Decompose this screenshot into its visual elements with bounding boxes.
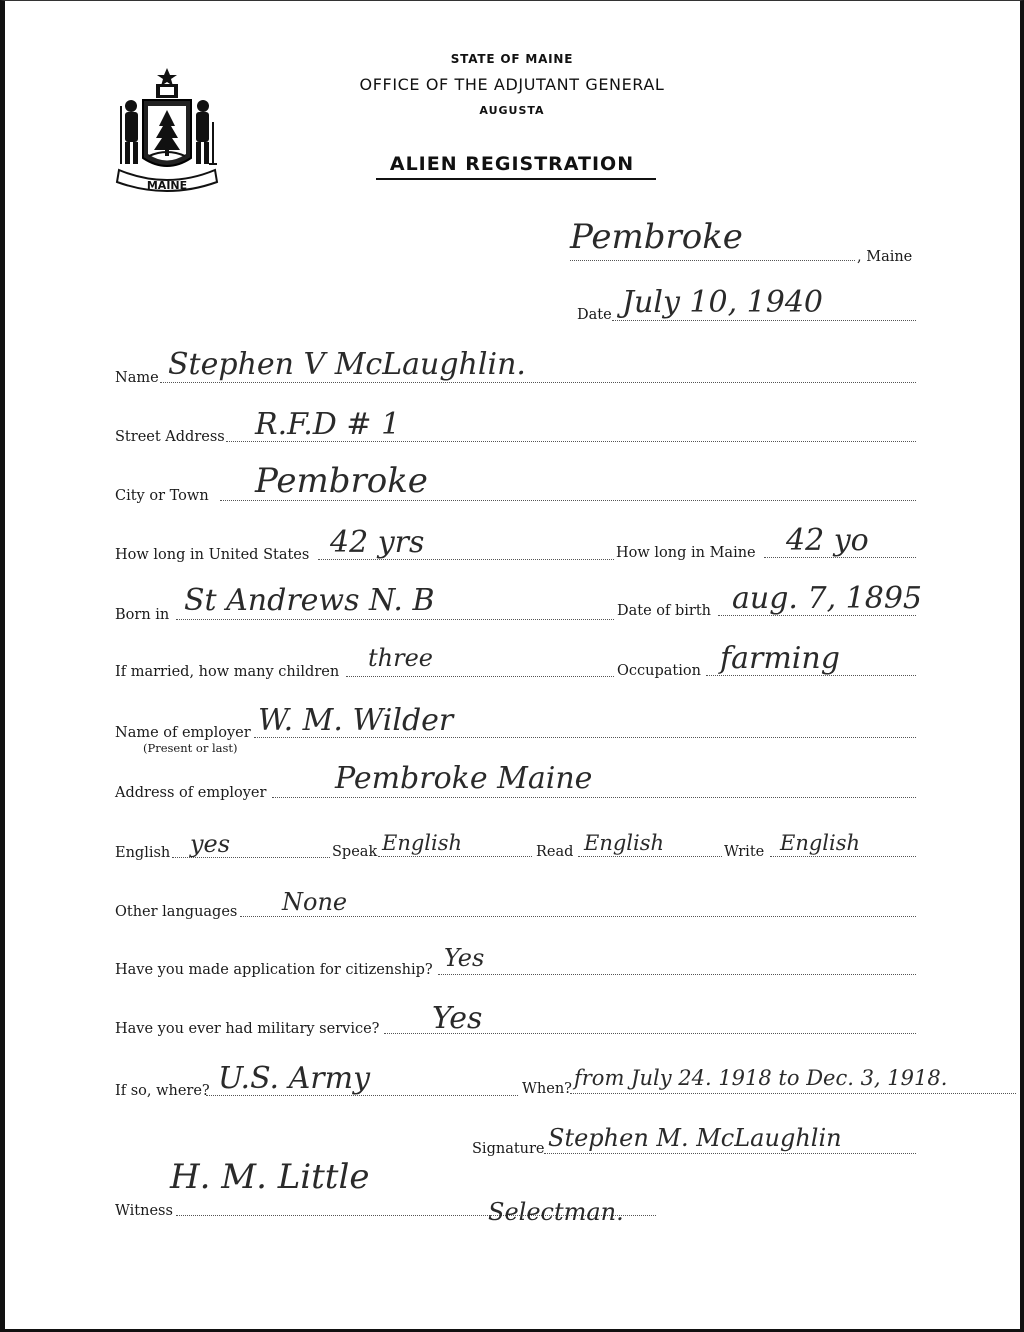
- when-value: from July 24. 1918 to Dec. 3, 1918.: [574, 1066, 948, 1090]
- maine-years-label: How long in Maine: [616, 545, 756, 561]
- office-heading: OFFICE OF THE ADJUTANT GENERAL: [359, 75, 665, 94]
- born-label: Born in: [115, 607, 170, 623]
- occupation-label: Occupation: [617, 663, 701, 679]
- signature-value: Stephen M. McLaughlin: [548, 1124, 842, 1152]
- dob-value: aug. 7, 1895: [732, 581, 922, 616]
- english-value: yes: [190, 830, 231, 858]
- date-label: Date: [577, 307, 612, 323]
- read-line: [578, 856, 722, 857]
- citizenship-value: Yes: [444, 944, 485, 972]
- write-value: English: [780, 831, 861, 855]
- where-value: U.S. Army: [218, 1061, 371, 1096]
- employer-label: Name of employer: [115, 725, 251, 741]
- svg-text:MAINE: MAINE: [146, 179, 188, 192]
- citizenship-line: [438, 974, 916, 975]
- children-label: If married, how many children: [115, 664, 340, 680]
- born-line: [176, 619, 614, 620]
- witness-label: Witness: [115, 1203, 173, 1219]
- other-languages-value: None: [282, 888, 348, 916]
- military-value: Yes: [432, 1001, 483, 1036]
- employer-sublabel: (Present or last): [143, 741, 238, 755]
- street-label: Street Address: [115, 429, 225, 445]
- english-label: English: [115, 845, 171, 861]
- witness-signature: H. M. Little: [170, 1157, 370, 1197]
- city-value: Pembroke: [255, 461, 428, 501]
- city-heading: AUGUSTA: [479, 104, 545, 117]
- employer-address-label: Address of employer: [115, 785, 267, 801]
- write-label: Write: [724, 844, 765, 860]
- write-line: [770, 856, 916, 857]
- name-line: [160, 382, 916, 383]
- title-underline: [376, 178, 656, 180]
- read-value: English: [584, 831, 665, 855]
- us-years-label: How long in United States: [115, 547, 310, 563]
- speak-value: English: [382, 831, 463, 855]
- other-languages-label: Other languages: [115, 904, 238, 920]
- street-value: R.F.D # 1: [255, 407, 401, 442]
- place-line: [570, 260, 855, 261]
- city-label: City or Town: [115, 488, 209, 504]
- witness-title: Selectman.: [488, 1198, 624, 1226]
- where-label: If so, where?: [115, 1083, 210, 1099]
- page-title: ALIEN REGISTRATION: [389, 153, 635, 175]
- children-line: [346, 676, 614, 677]
- other-languages-line: [240, 916, 916, 917]
- occupation-value: farming: [720, 641, 840, 676]
- speak-label: Speak: [332, 844, 378, 860]
- when-line: [570, 1093, 1016, 1094]
- signature-line: [544, 1153, 916, 1154]
- born-value: St Andrews N. B: [184, 583, 435, 618]
- employer-address-value: Pembroke Maine: [335, 761, 593, 796]
- name-value: Stephen V McLaughlin.: [168, 347, 526, 382]
- employer-address-line: [272, 797, 916, 798]
- date-line: [612, 320, 916, 321]
- place-suffix: , Maine: [857, 249, 913, 265]
- place-value: Pembroke: [570, 217, 743, 257]
- speak-line: [378, 856, 532, 857]
- maine-years-value: 42 yo: [786, 523, 869, 558]
- citizenship-label: Have you made application for citizenship?: [115, 962, 433, 978]
- employer-value: W. M. Wilder: [258, 703, 454, 738]
- dob-label: Date of birth: [617, 603, 712, 619]
- date-value: July 10, 1940: [622, 285, 824, 320]
- state-heading: STATE OF MAINE: [450, 52, 574, 66]
- us-years-value: 42 yrs: [330, 525, 425, 560]
- when-label: When?: [522, 1081, 572, 1097]
- read-label: Read: [536, 844, 574, 860]
- children-value: three: [368, 644, 433, 672]
- military-label: Have you ever had military service?: [115, 1021, 380, 1037]
- name-label: Name: [115, 370, 159, 386]
- signature-label: Signature: [472, 1141, 545, 1157]
